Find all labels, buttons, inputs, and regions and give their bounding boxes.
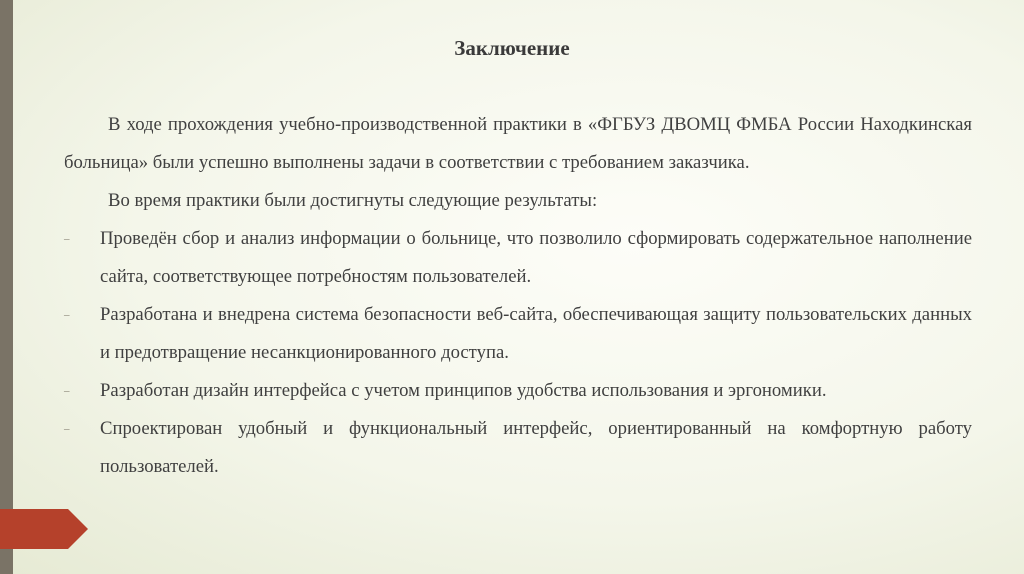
accent-flag-decoration	[0, 509, 88, 549]
list-item	[64, 220, 972, 296]
bullet-marker: –	[64, 385, 70, 397]
bullet-marker: –	[64, 309, 70, 321]
list-item-text: Спроектирован удобный и функциональный интерфейс, ориентированный на комфортную работу пользователей.	[100, 418, 972, 477]
list-item-text: Проведён сбор и анализ информации о больнице, что позволило сформировать содержательное наполнение сайта, соответствующее потребностям пользователей.	[100, 228, 972, 287]
list-item	[64, 410, 972, 486]
slide-title: Заключение	[454, 36, 570, 60]
bullet-marker: –	[64, 233, 70, 245]
bullet-marker: –	[64, 423, 70, 435]
intro-paragraph: В ходе прохождения учебно-производственной практики в «ФГБУЗ ДВОМЦ ФМБА России Находкинская больница» были успешно выполнены задачи в соответствии с требованием заказчика.	[64, 114, 972, 173]
results-heading: Во время практики были достигнуты следующие результаты:	[108, 190, 598, 211]
side-bar-decoration	[0, 0, 13, 574]
list-item-text: Разработана и внедрена система безопасности веб-сайта, обеспечивающая защиту пользовательских данных и предотвращение несанкционированного доступа.	[100, 304, 972, 363]
list-item	[64, 296, 972, 372]
list-item-text: Разработан дизайн интерфейса с учетом принципов удобства использования и эргономики.	[100, 380, 827, 401]
slide-body	[64, 106, 972, 486]
list-item	[64, 372, 972, 410]
